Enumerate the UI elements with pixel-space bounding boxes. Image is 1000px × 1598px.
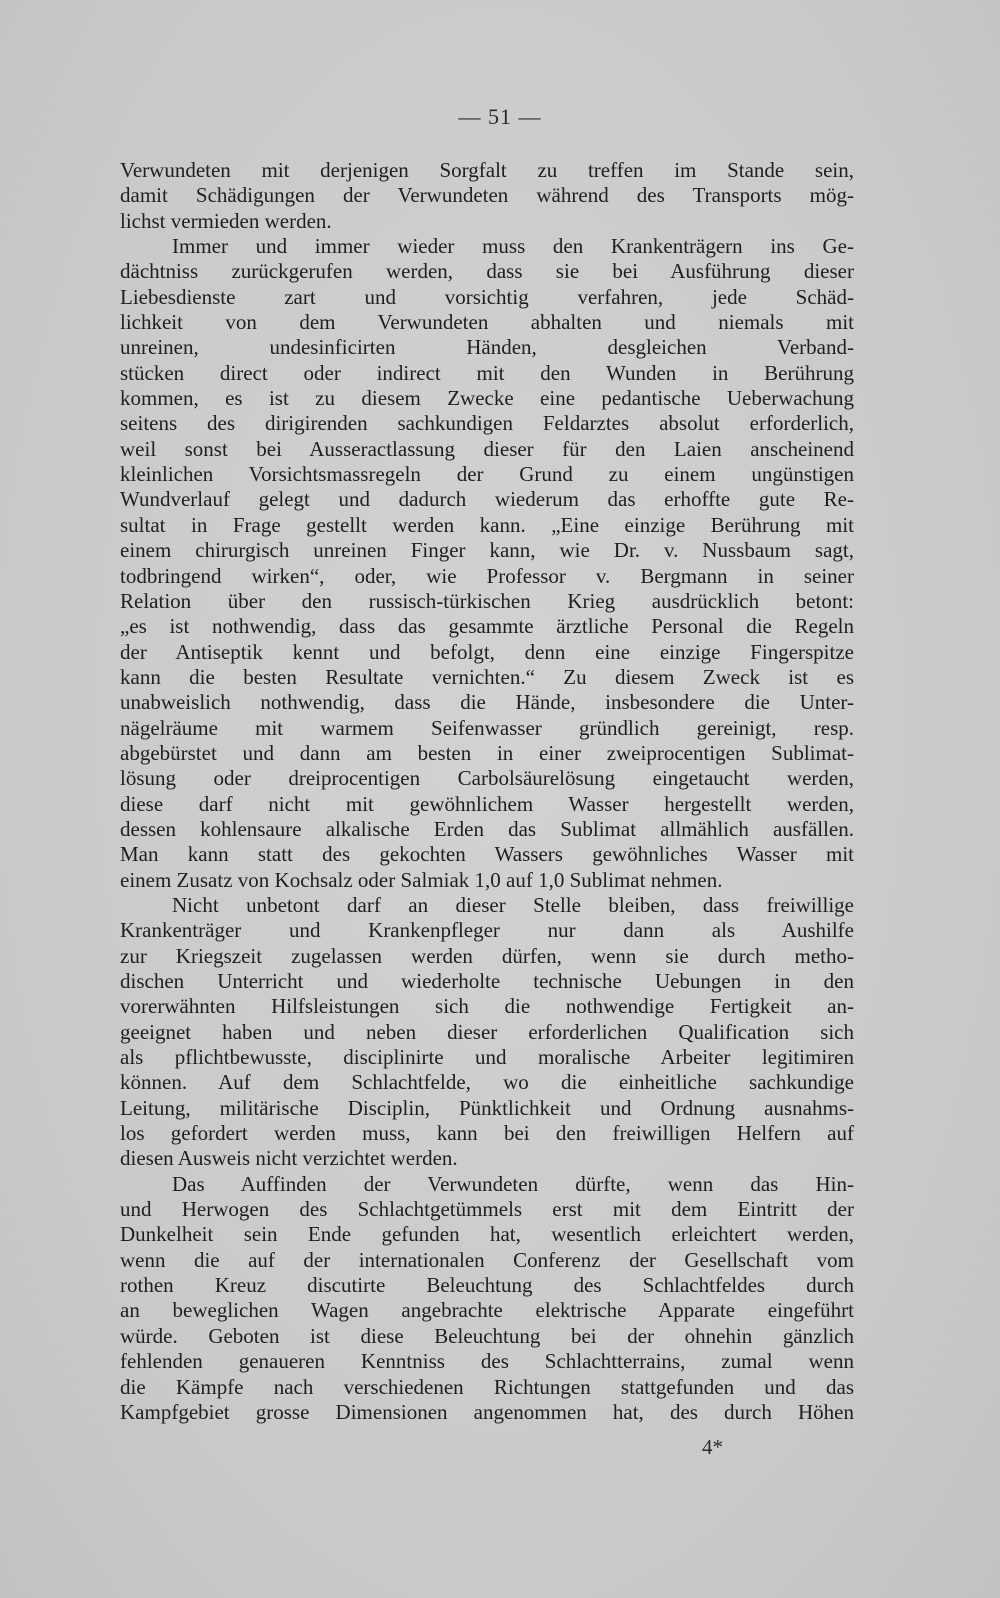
text-line: rothen Kreuz discutirte Beleuchtung des Schlachtfeldes durch bbox=[120, 1273, 854, 1298]
text-line: fehlenden genaueren Kenntniss des Schlachtterrains, zumal wenn bbox=[120, 1349, 854, 1374]
text-line: Krankenträger und Krankenpfleger nur dann als Aushilfe bbox=[120, 918, 854, 943]
text-line: diesen Ausweis nicht verzichtet werden. bbox=[120, 1146, 458, 1171]
text-line: Kampfgebiet grosse Dimensionen angenommen hat, des durch Höhen bbox=[120, 1399, 854, 1424]
text-line: Relation über den russisch-türkischen Krieg ausdrücklich betont: bbox=[120, 588, 854, 613]
text-line: Wundverlauf gelegt und dadurch wiederum das erhoffte gute Re- bbox=[120, 487, 854, 512]
text-line: Immer und immer wieder muss den Krankenträgern ins Ge- bbox=[172, 234, 854, 259]
text-line: der Antiseptik kennt und befolgt, denn eine einzige Fingerspitze bbox=[120, 639, 854, 664]
text-line: einem chirurgisch unreinen Finger kann, wie Dr. v. Nussbaum sagt, bbox=[120, 538, 854, 563]
text-line: wenn die auf der internationalen Conferenz der Gesellschaft vom bbox=[120, 1247, 854, 1272]
text-line: unabweislich nothwendig, dass die Hände, insbesondere die Unter- bbox=[120, 690, 854, 715]
text-line: als pflichtbewusste, disciplinirte und moralische Arbeiter legitimiren bbox=[120, 1045, 854, 1070]
text-line: kann die besten Resultate vernichten.“ Zu diesem Zweck ist es bbox=[120, 664, 854, 689]
text-line: sultat in Frage gestellt werden kann. „Eine einzige Berührung mit bbox=[120, 512, 854, 537]
text-line: lichkeit von dem Verwundeten abhalten und niemals mit bbox=[120, 310, 854, 335]
text-line: Verwundeten mit derjenigen Sorgfalt zu treffen im Stande sein, bbox=[120, 158, 854, 182]
text-line: unreinen, undesinficirten Händen, desgleichen Verband- bbox=[120, 335, 854, 360]
text-line: können. Auf dem Schlachtfelde, wo die einheitliche sachkundige bbox=[120, 1070, 854, 1095]
text-line: dessen kohlensaure alkalische Erden das Sublimat allmählich ausfällen. bbox=[120, 816, 854, 841]
text-line: vorerwähnten Hilfsleistungen sich die nothwendige Fertigkeit an- bbox=[120, 994, 854, 1019]
text-line: todbringend wirken“, oder, wie Professor v. Bergmann in seiner bbox=[120, 563, 854, 588]
text-line: stücken direct oder indirect mit den Wunden in Berührung bbox=[120, 360, 854, 385]
text-line: an beweglichen Wagen angebrachte elektrische Apparate eingeführt bbox=[120, 1298, 854, 1323]
text-line: abgebürstet und dann am besten in einer zweiprocentigen Sublimat- bbox=[120, 740, 854, 765]
text-line: kommen, es ist zu diesem Zwecke eine pedantische Ueberwachung bbox=[120, 386, 854, 411]
text-line: dächtniss zurückgerufen werden, dass sie bei Ausführung dieser bbox=[120, 259, 854, 284]
text-line: seitens des dirigirenden sachkundigen Feldarztes absolut erforderlich, bbox=[120, 411, 854, 436]
text-line: weil sonst bei Ausseractlassung dieser für den Laien anscheinend bbox=[120, 436, 854, 461]
text-line: Dunkelheit sein Ende gefunden hat, wesentlich erleichtert werden, bbox=[120, 1222, 854, 1247]
text-line: die Kämpfe nach verschiedenen Richtungen stattgefunden und das bbox=[120, 1374, 854, 1399]
text-line: lösung oder dreiprocentigen Carbolsäurelösung eingetaucht werden, bbox=[120, 766, 854, 791]
text-line: zur Kriegszeit zugelassen werden dürfen, wenn sie durch metho- bbox=[120, 943, 854, 968]
page-number-header: — 51 — bbox=[458, 104, 542, 129]
text-line: Das Auffinden der Verwundeten dürfte, wenn das Hin- bbox=[172, 1171, 854, 1196]
text-line: nägelräume mit warmem Seifenwasser gründlich gereinigt, resp. bbox=[120, 715, 854, 740]
text-line: Nicht unbetont darf an dieser Stelle bleiben, dass freiwillige bbox=[172, 892, 854, 917]
text-line: und Herwogen des Schlachtgetümmels erst mit dem Eintritt der bbox=[120, 1197, 854, 1222]
text-line: „es ist nothwendig, dass das gesammte ärztliche Personal die Regeln bbox=[120, 614, 854, 639]
text-line: würde. Geboten ist diese Beleuchtung bei der ohnehin gänzlich bbox=[120, 1323, 854, 1348]
text-line: Liebesdienste zart und vorsichtig verfahren, jede Schäd- bbox=[120, 284, 854, 309]
text-line: kleinlichen Vorsichtsmassregeln der Grund zu einem ungünstigen bbox=[120, 462, 854, 487]
sheet-signature: 4* bbox=[702, 1435, 723, 1459]
text-line: einem Zusatz von Kochsalz oder Salmiak 1,0 auf 1,0 Sublimat nehmen. bbox=[120, 867, 723, 892]
body-text bbox=[120, 158, 854, 1425]
text-line: diese darf nicht mit gewöhnlichem Wasser hergestellt werden, bbox=[120, 791, 854, 816]
text-line: dischen Unterricht und wiederholte technische Uebungen in den bbox=[120, 969, 854, 993]
text-line: geeignet haben und neben dieser erforderlichen Qualification sich bbox=[120, 1019, 854, 1044]
text-line: los gefordert werden muss, kann bei den freiwilligen Helfern auf bbox=[120, 1121, 854, 1146]
text-line: lichst vermieden werden. bbox=[120, 208, 332, 233]
text-line: Man kann statt des gekochten Wassers gewöhnliches Wasser mit bbox=[120, 842, 854, 867]
text-line: Leitung, militärische Disciplin, Pünktlichkeit und Ordnung ausnahms- bbox=[120, 1095, 854, 1120]
text-line: damit Schädigungen der Verwundeten während des Transports mög- bbox=[120, 183, 854, 208]
